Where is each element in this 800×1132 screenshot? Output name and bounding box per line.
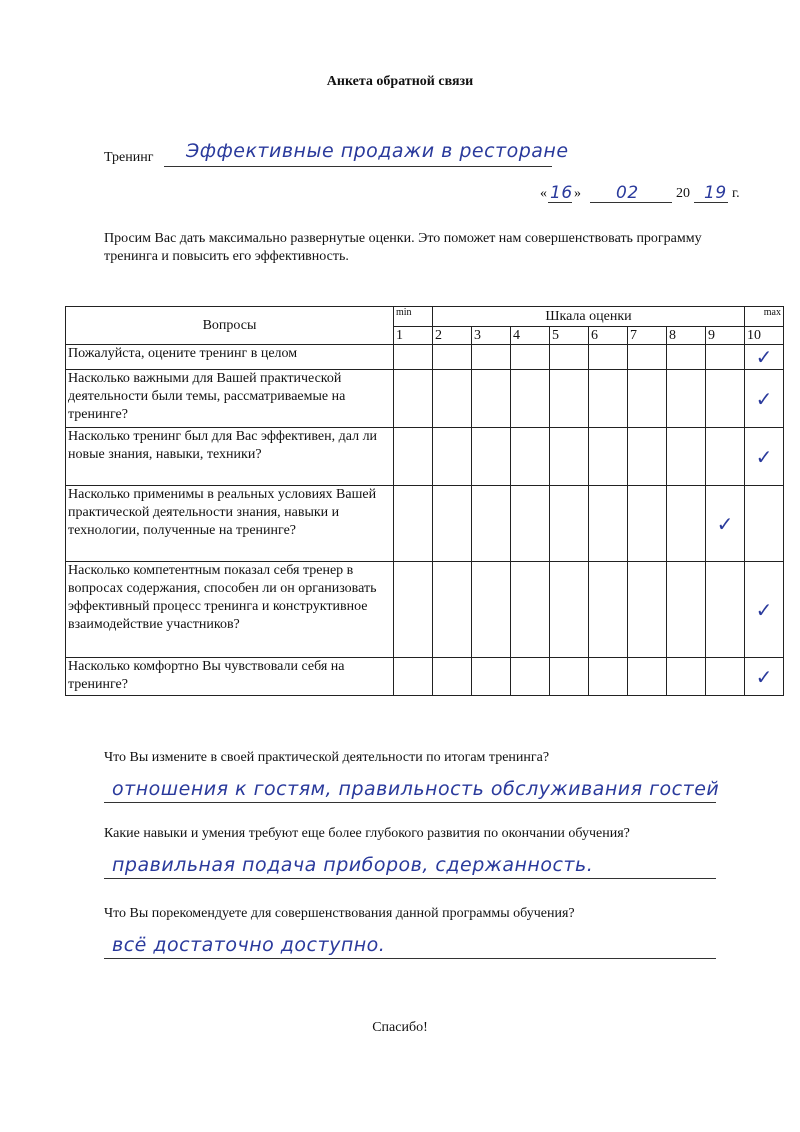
date-year[interactable]: 19 bbox=[704, 183, 727, 203]
open-question-3: Что Вы порекомендуете для совершенствования данной программы обучения? bbox=[104, 906, 575, 921]
rating-cell-5[interactable] bbox=[550, 658, 589, 696]
rating-cell-6[interactable] bbox=[589, 428, 628, 486]
thanks-text: Спасибо! bbox=[372, 1020, 428, 1035]
rating-cell-3[interactable] bbox=[472, 428, 511, 486]
scale-number: 7 bbox=[628, 327, 667, 345]
rating-cell-10[interactable] bbox=[745, 428, 784, 486]
rating-cell-7[interactable] bbox=[628, 486, 667, 562]
table-row bbox=[66, 428, 784, 486]
rating-cell-2[interactable] bbox=[433, 486, 472, 562]
open-answer-1[interactable]: отношения к гостям, правильность обслуживания гостей bbox=[112, 778, 720, 800]
rating-cell-3[interactable] bbox=[472, 562, 511, 658]
rating-cell-8[interactable] bbox=[667, 370, 706, 428]
rating-cell-4[interactable] bbox=[511, 658, 550, 696]
question-text: Пожалуйста, оцените тренинг в целом bbox=[66, 345, 394, 370]
open-answer-2[interactable]: правильная подача приборов, сдержанность. bbox=[112, 854, 594, 876]
rating-cell-4[interactable] bbox=[511, 370, 550, 428]
scale-number: 3 bbox=[472, 327, 511, 345]
date-day-underline bbox=[548, 202, 572, 203]
table-row bbox=[66, 658, 784, 696]
rating-cell-8[interactable] bbox=[667, 486, 706, 562]
open-question-2: Какие навыки и умения требуют еще более глубокого развития по окончании обучения? bbox=[104, 826, 630, 841]
rating-cell-7[interactable] bbox=[628, 370, 667, 428]
rating-cell-4[interactable] bbox=[511, 486, 550, 562]
rating-cell-2[interactable] bbox=[433, 370, 472, 428]
rating-cell-7[interactable] bbox=[628, 345, 667, 370]
rating-cell-10[interactable] bbox=[745, 562, 784, 658]
rating-cell-5[interactable] bbox=[550, 562, 589, 658]
rating-cell-3[interactable] bbox=[472, 486, 511, 562]
rating-cell-5[interactable] bbox=[550, 345, 589, 370]
training-name-field[interactable]: Эффективные продажи в ресторане bbox=[186, 140, 569, 162]
scale-number: 9 bbox=[706, 327, 745, 345]
rating-cell-4[interactable] bbox=[511, 428, 550, 486]
answer-underline bbox=[104, 878, 716, 879]
table-row bbox=[66, 345, 784, 370]
rating-cell-1[interactable] bbox=[394, 562, 433, 658]
max-label: max bbox=[745, 307, 784, 327]
date-open-quote: « bbox=[540, 186, 547, 201]
date-year-prefix: 20 bbox=[676, 186, 690, 201]
rating-cell-8[interactable] bbox=[667, 658, 706, 696]
training-label: Тренинг bbox=[104, 150, 154, 165]
rating-cell-7[interactable] bbox=[628, 658, 667, 696]
answer-underline bbox=[104, 802, 716, 803]
date-month-underline bbox=[590, 202, 672, 203]
date-year-underline bbox=[694, 202, 728, 203]
question-text: Насколько тренинг был для Вас эффективен, дал ли новые знания, навыки, техники? bbox=[66, 428, 394, 486]
date-close-quote: » bbox=[574, 186, 581, 201]
open-answer-3[interactable]: всё достаточно доступно. bbox=[112, 934, 386, 956]
form-title: Анкета обратной связи bbox=[326, 74, 474, 89]
rating-cell-6[interactable] bbox=[589, 562, 628, 658]
question-text: Насколько важными для Вашей практической деятельности были темы, рассматриваемые на тренинге? bbox=[66, 370, 394, 428]
rating-cell-5[interactable] bbox=[550, 428, 589, 486]
table-row bbox=[66, 562, 784, 658]
rating-cell-5[interactable] bbox=[550, 370, 589, 428]
rating-cell-4[interactable] bbox=[511, 562, 550, 658]
rating-cell-9[interactable] bbox=[706, 428, 745, 486]
rating-cell-2[interactable] bbox=[433, 658, 472, 696]
rating-cell-4[interactable] bbox=[511, 345, 550, 370]
rating-cell-8[interactable] bbox=[667, 345, 706, 370]
rating-cell-1[interactable] bbox=[394, 658, 433, 696]
check-mark: ✓ bbox=[716, 511, 734, 536]
rating-cell-6[interactable] bbox=[589, 486, 628, 562]
rating-cell-6[interactable] bbox=[589, 658, 628, 696]
scale-number: 5 bbox=[550, 327, 589, 345]
rating-cell-10[interactable] bbox=[745, 486, 784, 562]
rating-cell-7[interactable] bbox=[628, 428, 667, 486]
table-row bbox=[66, 486, 784, 562]
answer-underline bbox=[104, 958, 716, 959]
rating-cell-9[interactable] bbox=[706, 370, 745, 428]
rating-cell-1[interactable] bbox=[394, 370, 433, 428]
rating-cell-9[interactable] bbox=[706, 562, 745, 658]
scale-number: 10 bbox=[745, 327, 784, 345]
rating-cell-2[interactable] bbox=[433, 345, 472, 370]
open-question-1: Что Вы измените в своей практической деятельности по итогам тренинга? bbox=[104, 750, 550, 765]
intro-text: Просим Вас дать максимально развернутые оценки. Это поможет нам совершенствовать программу тренинга и повысить его эффективность. bbox=[104, 231, 702, 264]
rating-cell-1[interactable] bbox=[394, 345, 433, 370]
rating-cell-3[interactable] bbox=[472, 658, 511, 696]
check-mark: ✓ bbox=[755, 345, 773, 369]
rating-cell-10[interactable] bbox=[745, 345, 784, 370]
date-month[interactable]: 02 bbox=[616, 183, 639, 203]
scale-number: 1 bbox=[394, 327, 433, 345]
rating-cell-5[interactable] bbox=[550, 486, 589, 562]
min-label: min bbox=[394, 307, 433, 327]
rating-table bbox=[65, 306, 784, 696]
question-text: Насколько комфортно Вы чувствовали себя на тренинге? bbox=[66, 658, 394, 696]
question-text: Насколько применимы в реальных условиях Вашей практической деятельности знания, навыки и технологии, полученные на тренинге? bbox=[66, 486, 394, 562]
scale-number: 4 bbox=[511, 327, 550, 345]
rating-cell-6[interactable] bbox=[589, 370, 628, 428]
date-suffix: г. bbox=[732, 186, 740, 201]
check-mark: ✓ bbox=[755, 597, 773, 622]
scale-number: 2 bbox=[433, 327, 472, 345]
rating-cell-8[interactable] bbox=[667, 562, 706, 658]
questions-header: Вопросы bbox=[66, 307, 394, 345]
rating-cell-2[interactable] bbox=[433, 428, 472, 486]
check-mark: ✓ bbox=[755, 664, 773, 689]
rating-cell-3[interactable] bbox=[472, 345, 511, 370]
training-underline bbox=[164, 166, 552, 167]
rating-cell-9[interactable] bbox=[706, 345, 745, 370]
check-mark: ✓ bbox=[755, 386, 773, 411]
scale-number: 8 bbox=[667, 327, 706, 345]
rating-cell-9[interactable] bbox=[706, 658, 745, 696]
scale-header: Шкала оценки bbox=[433, 307, 745, 327]
rating-cell-3[interactable] bbox=[472, 370, 511, 428]
rating-cell-1[interactable] bbox=[394, 428, 433, 486]
rating-cell-7[interactable] bbox=[628, 562, 667, 658]
date-day[interactable]: 16 bbox=[550, 183, 573, 203]
rating-cell-1[interactable] bbox=[394, 486, 433, 562]
rating-cell-10[interactable] bbox=[745, 370, 784, 428]
question-text: Насколько компетентным показал себя тренер в вопросах содержания, способен ли он организовать эффективный процесс тренинга и конструктивное взаимодействие участников? bbox=[66, 562, 394, 658]
rating-cell-10[interactable] bbox=[745, 658, 784, 696]
check-mark: ✓ bbox=[755, 444, 773, 469]
rating-cell-2[interactable] bbox=[433, 562, 472, 658]
table-row bbox=[66, 370, 784, 428]
rating-cell-8[interactable] bbox=[667, 428, 706, 486]
rating-cell-9[interactable] bbox=[706, 486, 745, 562]
scale-number: 6 bbox=[589, 327, 628, 345]
rating-cell-6[interactable] bbox=[589, 345, 628, 370]
